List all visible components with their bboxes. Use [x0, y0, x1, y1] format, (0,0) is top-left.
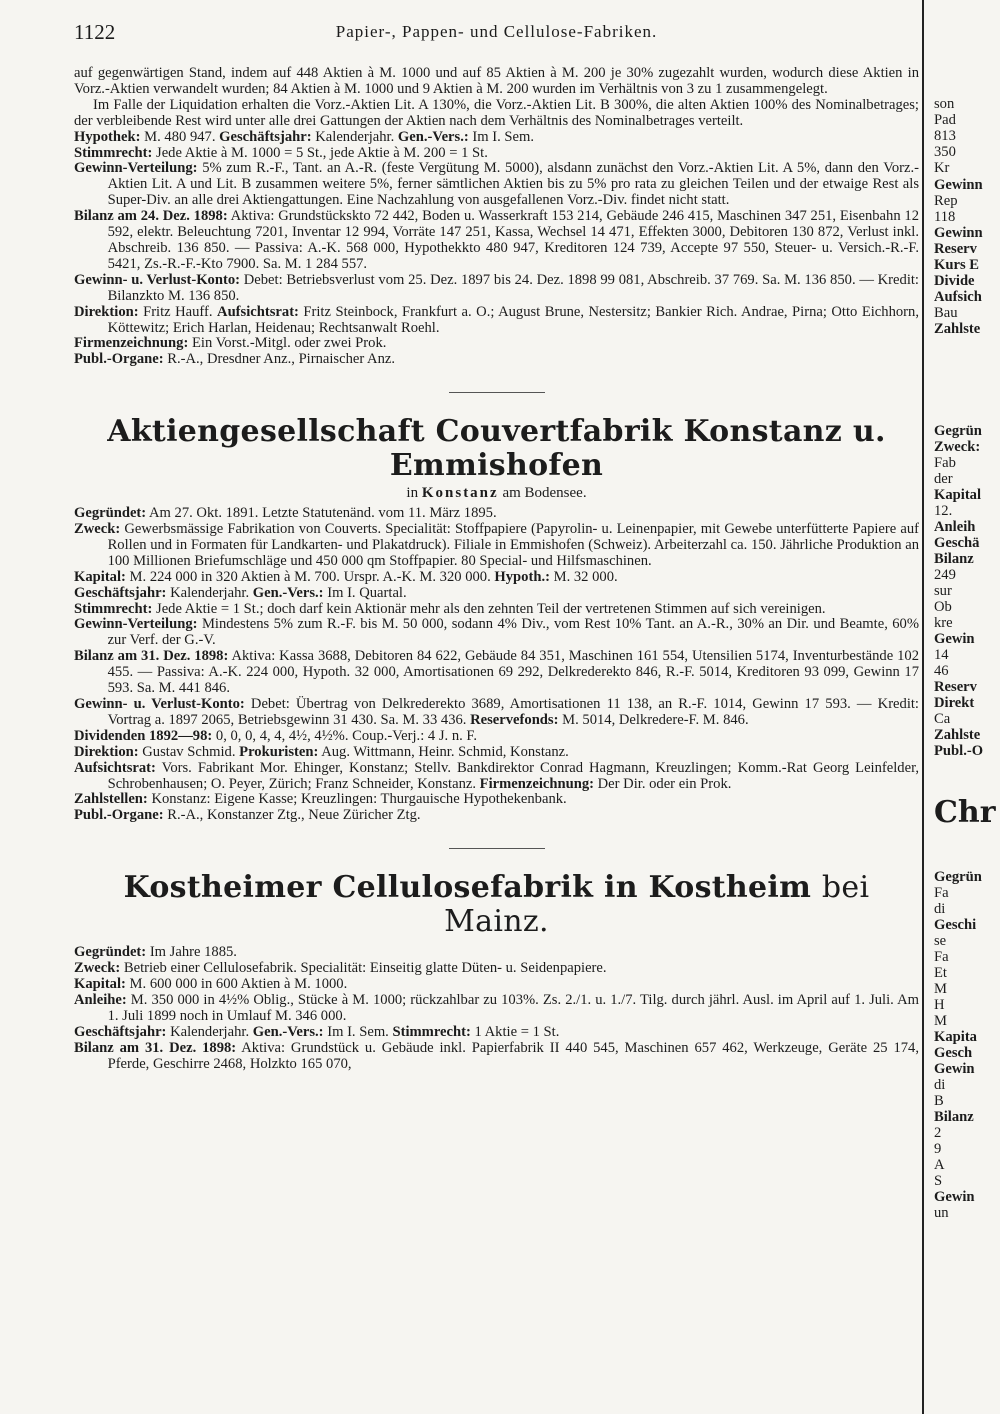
- fragment-text: Bau: [934, 305, 958, 321]
- fragment-text: Fa: [934, 885, 949, 901]
- entry: [74, 993, 919, 1025]
- fragment-text: 813: [934, 128, 956, 144]
- entry-text: Aktiva: Grundstückskto 72 442, Boden u. Wasserkraft 153 214, Gebäude 246 415, Maschinen 347 251, Eisenbahn 12 592, elektr. Beleuchtung 7201, Inventar 12 994, Vorräte 147 251, Kassa, Wechsel 14 471, Effekten 3000, Debitoren 130 872, Verlust inkl. Abschreib. 136 850. — Passiva: A.-K. 568 000, Hypothekkto 480 947, Kreditoren 124 739, Accepte 97 550, Steuer- u. Versich.-R.-F. 5421, Zs.-R.-F.-Kto 7900. Sa. M. 1 284 557.: [107, 208, 919, 272]
- fragment-text: Fab: [934, 455, 956, 471]
- entry: [74, 506, 919, 522]
- entry-label: Zahlstellen:: [74, 791, 148, 808]
- fragment-text: Reserv: [934, 241, 977, 257]
- entry-text: Gustav Schmid.: [142, 743, 236, 760]
- entry-label: Hypoth.:: [494, 568, 550, 585]
- entry: [74, 808, 919, 824]
- entry-text: 0, 0, 0, 4, 4, 4½, 4½%. Coup.-Verj.: 4 J. n. F.: [215, 727, 478, 744]
- entry: [74, 305, 919, 337]
- entry: [74, 945, 919, 961]
- entry-text: M. 5014, Delkredere-F. M. 846.: [562, 711, 749, 728]
- section-kostheimer: [74, 871, 919, 1072]
- fragment-text: Reserv: [934, 679, 977, 695]
- entry: [74, 977, 919, 993]
- entry-text: Aug. Wittmann, Heinr. Schmid, Konstanz.: [321, 743, 569, 760]
- entry-text: Aktiva: Kassa 3688, Debitoren 84 622, Gebäude 84 351, Maschinen 161 554, Utensilien 5174, Inventurbestände 102 455. — Passiva: A.-K. 224 000, Hypoth. 32 000, Amortisationen 69 292, Delkrederekto 846, R.-F. 5014, Kreditoren 93 099, Gewinn 17 593. Sa. M. 441 846.: [107, 648, 920, 697]
- fragment-text: Zweck:: [934, 439, 981, 455]
- entry-text: Der Dir. oder ein Prok.: [597, 775, 732, 792]
- entry-text: Im I. Quartal.: [327, 584, 407, 601]
- fragment-text: Bilanz: [934, 551, 974, 567]
- fragment-text: son: [934, 96, 955, 112]
- entry-label: Gegründet:: [74, 944, 147, 961]
- entry: [74, 336, 919, 352]
- entry-list: [74, 945, 919, 1072]
- entry: [74, 161, 919, 209]
- page-header: [74, 20, 919, 46]
- fragment-text: Fa: [934, 949, 949, 965]
- entry: [74, 961, 919, 977]
- fragment-text: kre: [934, 615, 953, 631]
- entry-text: Konstanz: Eigene Kasse; Kreuzlingen: Thurgauische Hypothekenbank.: [151, 791, 567, 808]
- entry-text: M. 224 000 in 320 Aktien à M. 700. Urspr. A.-K. M. 320 000.: [129, 568, 491, 585]
- fragment-text: Divide: [934, 273, 975, 289]
- entry-label: Firmenzeichnung:: [479, 775, 594, 792]
- entry-text: M. 480 947.: [144, 128, 216, 145]
- entry: [74, 130, 919, 146]
- fragment-text: 249: [934, 567, 956, 583]
- entry-text: 5% zum R.-F., Tant. an A.-R. (feste Vergütung M. 5000), alsdann zunächst den Vorz.-Aktien Lit. A 5%, dann den Vorz.-Aktien Lit. A und Lit. B zusammen weitere 5%, ferner sämtlichen Aktien bis zu 5% pro rata zu gleichen Teilen und der etwaige Rest als Super-Div. an alle drei Aktiengattungen. Eine Nachzahlung von ausgefallenen Vorz.-Div. findet nicht statt.: [107, 160, 920, 209]
- fragment-text: A: [934, 1157, 945, 1173]
- entry-text: Fritz Steinbock, Frankfurt a. O.; August Brune, Nestersitz; Bankier Rich. Andrae, Pirna; Otto Eichhorn, Köttewitz; Erich Harlan, Heidenau; Rechtsanwalt Roehl.: [107, 303, 919, 336]
- entry-label: Direktion:: [74, 303, 139, 320]
- fragment-text: H: [934, 997, 945, 1013]
- fragment-text: Gegrün: [934, 869, 982, 885]
- page-number: 1122: [74, 20, 116, 44]
- entry-text: Debet: Übertrag von Delkrederekto 3689, Amortisationen 11 138, an R.-F. 1014, Gewinn 17 593. — Kredit: Vortrag a. 1897 2065, Betriebsgewinn 31 430. Sa. M. 33 436.: [107, 696, 919, 728]
- entry-text: Im Jahre 1885.: [149, 944, 237, 961]
- entry: [74, 1041, 919, 1073]
- entry-label: Aufsichtsrat:: [74, 759, 156, 776]
- entry-text: Gewerbsmässige Fabrikation von Couverts. Specialität: Stoffpapiere (Papyrolin- u. Leinenpapier, mit Gewebe unterfütterte Papiere auf Rollen und in Formaten für Landkarten- und Plakatdruck). Filiale in Emmishofen (Schweiz). Arbeiterzahl ca. 150. Jährliche Produktion an 100 Millionen Briefumschläge und 450 000 qm Stoffpapier. 80 Special- und Hilfsmaschinen.: [107, 521, 919, 569]
- fragment-text: M: [934, 981, 947, 997]
- fragment-text: 350: [934, 144, 956, 160]
- company-location: [74, 486, 919, 502]
- fragment-text: Kapital: [934, 487, 982, 503]
- entry-label: Hypothek:: [74, 128, 141, 145]
- entry-text: M. 600 000 in 600 Aktien à M. 1000.: [129, 976, 348, 993]
- fragment-text: se: [934, 933, 947, 949]
- entry: [74, 761, 919, 793]
- fragment-text: Geschä: [934, 535, 980, 551]
- entry-text: Am 27. Okt. 1891. Letzte Statutenänd. vom 11. März 1895.: [149, 505, 497, 522]
- fragment-text: 2: [934, 1125, 942, 1141]
- fragment-text: 46: [934, 663, 949, 679]
- fragment-text: Ob: [934, 599, 952, 615]
- fragment-text: un: [934, 1205, 949, 1221]
- entry-label: Stimmrecht:: [74, 600, 153, 617]
- company-title: Aktiengesellschaft Couvertfabrik Konstanz u. Emmishofen: [107, 414, 886, 484]
- fragment-text: der: [934, 471, 953, 487]
- entry-list: [74, 130, 919, 369]
- entry: [74, 273, 919, 305]
- entry-label: Gewinn- u. Verlust-Konto:: [74, 696, 245, 712]
- fragment-text: Gewin: [934, 1189, 975, 1205]
- fragment-text: Zahlste: [934, 321, 981, 337]
- entry-label: Gen.-Vers.:: [252, 584, 324, 601]
- entry-text: Vors. Fabrikant Mor. Ehinger, Konstanz; Stellv. Bankdirektor Conrad Hagmann, Kreuzlingen; Komm.-Rat Georg Leinfelder, Schrobenhausen; O. Peyer, Zürich; Franz Schneider, Konstanz.: [107, 759, 920, 792]
- fragment-text: sur: [934, 583, 952, 599]
- entry-text: Kalenderjahr.: [170, 584, 250, 601]
- entry-label: Gewinn-Verteilung:: [74, 616, 198, 633]
- entry-label: Gegründet:: [74, 505, 147, 522]
- entry: [74, 209, 919, 273]
- fragment-text: Kurs E: [934, 257, 980, 273]
- entry: [74, 146, 919, 162]
- entry: [74, 570, 919, 586]
- fragment-text: Kr: [934, 160, 950, 176]
- entry-text: Mindestens 5% zum R.-F. bis M. 50 000, sodann 4% Div., vom Rest 10% Tant. an A.-R., 30% an Dir. und Beamte, 60% zur Verf. der G.-V.: [107, 616, 919, 649]
- fragment-text: Rep: [934, 193, 958, 209]
- entry-label: Bilanz am 24. Dez. 1898:: [74, 208, 228, 225]
- entry: [74, 617, 919, 649]
- fragment-text: Direkt: [934, 695, 975, 711]
- entry: [74, 729, 919, 745]
- entry-label: Publ.-Organe:: [74, 807, 164, 824]
- section-couvertfabrik: [74, 415, 919, 824]
- fragment-text: Bilanz: [934, 1109, 974, 1125]
- entry: [74, 649, 919, 697]
- entry-label: Direktion:: [74, 743, 139, 760]
- entry-text: Im I. Sem.: [327, 1023, 389, 1040]
- running-title: Papier-, Pappen- und Cellulose-Fabriken.: [335, 22, 658, 41]
- entry: [74, 697, 919, 729]
- location-city: Konstanz: [421, 485, 499, 502]
- entry-label: Reservefonds:: [470, 711, 559, 728]
- fragment-text: Anleih: [934, 519, 976, 535]
- fragment-text: B: [934, 1093, 944, 1109]
- entry-label: Zweck:: [74, 960, 121, 977]
- company-title-location: bei Mainz.: [444, 870, 870, 940]
- fragment-text: Et: [934, 965, 947, 981]
- entry-text: M. 32 000.: [553, 568, 618, 585]
- section-divider: [449, 392, 545, 393]
- fragment-text: Aufsich: [934, 289, 982, 305]
- fragment-text: Chr: [934, 795, 996, 830]
- entry-text: R.-A., Dresdner Anz., Pirnaischer Anz.: [167, 351, 396, 368]
- entry-label: Zweck:: [74, 521, 121, 538]
- entry-text: Kalenderjahr.: [170, 1023, 250, 1040]
- fragment-text: di: [934, 901, 946, 917]
- entry-label: Dividenden 1892—98:: [74, 727, 213, 744]
- fragment-text: 14: [934, 647, 949, 663]
- fragment-text: Gegrün: [934, 423, 982, 439]
- entry-text: Im I. Sem.: [472, 128, 534, 145]
- fragment-text: Gewinn: [934, 225, 983, 241]
- fragment-text: Gewin: [934, 631, 975, 647]
- entry-label: Geschäftsjahr:: [74, 584, 167, 601]
- fragment-text: Gewinn: [934, 177, 983, 193]
- location-suffix: am Bodensee.: [502, 485, 587, 502]
- entry-text: Debet: Betriebsverlust vom 25. Dez. 1897 bis 24. Dez. 1898 99 081, Abschreib. 37 769. Sa. M. 136 850. — Kredit: Bilanzkto M. 136 850.: [107, 271, 919, 304]
- entry: [74, 586, 919, 602]
- entry-label: Gewinn-Verteilung:: [74, 160, 198, 177]
- entry-text: Ein Vorst.-Mitgl. oder zwei Prok.: [191, 335, 387, 352]
- fragment-text: Kapita: [934, 1029, 977, 1045]
- fragment-text: M: [934, 1013, 947, 1029]
- entry-label: Publ.-Organe:: [74, 351, 164, 368]
- adjacent-column-fragment: [922, 0, 1000, 1414]
- entry-label: Kapital:: [74, 568, 126, 585]
- entry-label: Geschäftsjahr:: [219, 128, 312, 145]
- entry-label: Bilanz am 31. Dez. 1898:: [74, 1039, 237, 1056]
- entry-label: Prokuristen:: [239, 743, 319, 760]
- paragraph: Im Falle der Liquidation erhalten die Vorz.-Aktien Lit. A 130%, die Vorz.-Aktien Lit. B 300%, die alten Aktien 100% des Nominalbetrages; der verbleibende Rest wird unter alle drei Gattungen der Aktien nach dem Verhältnis des Nominalbetrages verteilt.: [74, 96, 919, 129]
- entry-label: Firmenzeichnung:: [74, 335, 189, 352]
- entry-label: Gen.-Vers.:: [397, 128, 469, 145]
- fragment-text: Publ.-O: [934, 743, 984, 759]
- entry: [74, 522, 919, 570]
- fragment-text: Ca: [934, 711, 951, 727]
- fragment-text: Geschi: [934, 917, 977, 933]
- fragment-text: 12.: [934, 503, 953, 519]
- entry: [74, 602, 919, 618]
- entry-text: Betrieb einer Cellulosefabrik. Specialität: Einseitig glatte Düten- u. Seidenpapiere.: [123, 960, 607, 977]
- entry-label: Anleihe:: [74, 991, 127, 1008]
- entry-text: Jede Aktie = 1 St.; doch darf kein Aktionär mehr als den zehnten Teil der vertretenen Stimmen auf sich vereinigen.: [156, 600, 826, 617]
- entry-label: Bilanz am 31. Dez. 1898:: [74, 648, 229, 665]
- company-title: [74, 871, 919, 939]
- fragment-text: Gesch: [934, 1045, 973, 1061]
- entry-text: Jede Aktie à M. 1000 = 5 St., jede Aktie à M. 200 = 1 St.: [156, 144, 488, 161]
- entry: [74, 352, 919, 368]
- company-title-main: Kostheimer Cellulosefabrik in Kostheim: [123, 870, 812, 906]
- entry-label: Stimmrecht:: [74, 144, 153, 161]
- entry-label: Aufsichtsrat:: [217, 303, 299, 320]
- fragment-text: Gewin: [934, 1061, 975, 1077]
- entry: [74, 1025, 919, 1041]
- section-divider: [449, 848, 545, 849]
- entry-text: 1 Aktie = 1 St.: [474, 1023, 560, 1040]
- entry-label: Gen.-Vers.:: [252, 1023, 324, 1040]
- entry-label: Kapital:: [74, 976, 126, 993]
- main-column: [74, 66, 919, 1073]
- entry-text: R.-A., Konstanzer Ztg., Neue Züricher Ztg.: [167, 807, 421, 824]
- entry-text: M. 350 000 in 4½% Oblig., Stücke à M. 1000; rückzahlbar zu 103%. Zs. 2./1. u. 1./7. Tilg. durch jährl. Ausl. im April auf 1. Juli. Am 1. Juli 1899 noch in Umlauf M. 346 000.: [107, 991, 919, 1024]
- paragraph: auf gegenwärtigen Stand, indem auf 448 Aktien à M. 1000 und auf 85 Aktien à M. 200 je 30% zugezahlt wurden, wodurch diese Aktien in Vorz.-Aktien verwandelt wurden; 84 Aktien à M. 1000 und 9 Aktien à M. 200 wurden im Verhältnis von 3 zu 1 zusammengelegt.: [74, 65, 919, 97]
- entry-label: Stimmrecht:: [392, 1023, 471, 1040]
- entry-text: Kalenderjahr.: [315, 128, 395, 145]
- fragment-text: 9: [934, 1141, 942, 1157]
- entry-text: Fritz Hauff.: [143, 303, 213, 320]
- entry-text: Aktiva: Grundstück u. Gebäude inkl. Papierfabrik II 440 545, Maschinen 657 462, Werkzeuge, Geräte 25 174, Pferde, Geschirre 2468, Holzkto 165 070,: [107, 1039, 920, 1072]
- entry-label: Geschäftsjahr:: [74, 1023, 167, 1040]
- entry: [74, 792, 919, 808]
- entry-label: Gewinn- u. Verlust-Konto:: [74, 271, 240, 288]
- entry: [74, 745, 919, 761]
- fragment-text: 118: [934, 209, 956, 225]
- fragment-text: S: [934, 1173, 943, 1189]
- fragment-text: di: [934, 1077, 946, 1093]
- entry-list: [74, 506, 919, 824]
- fragment-text: Pad: [934, 112, 956, 128]
- fragment-text: Zahlste: [934, 727, 981, 743]
- section-previous-company: [74, 66, 919, 368]
- location-prefix: in: [406, 485, 419, 502]
